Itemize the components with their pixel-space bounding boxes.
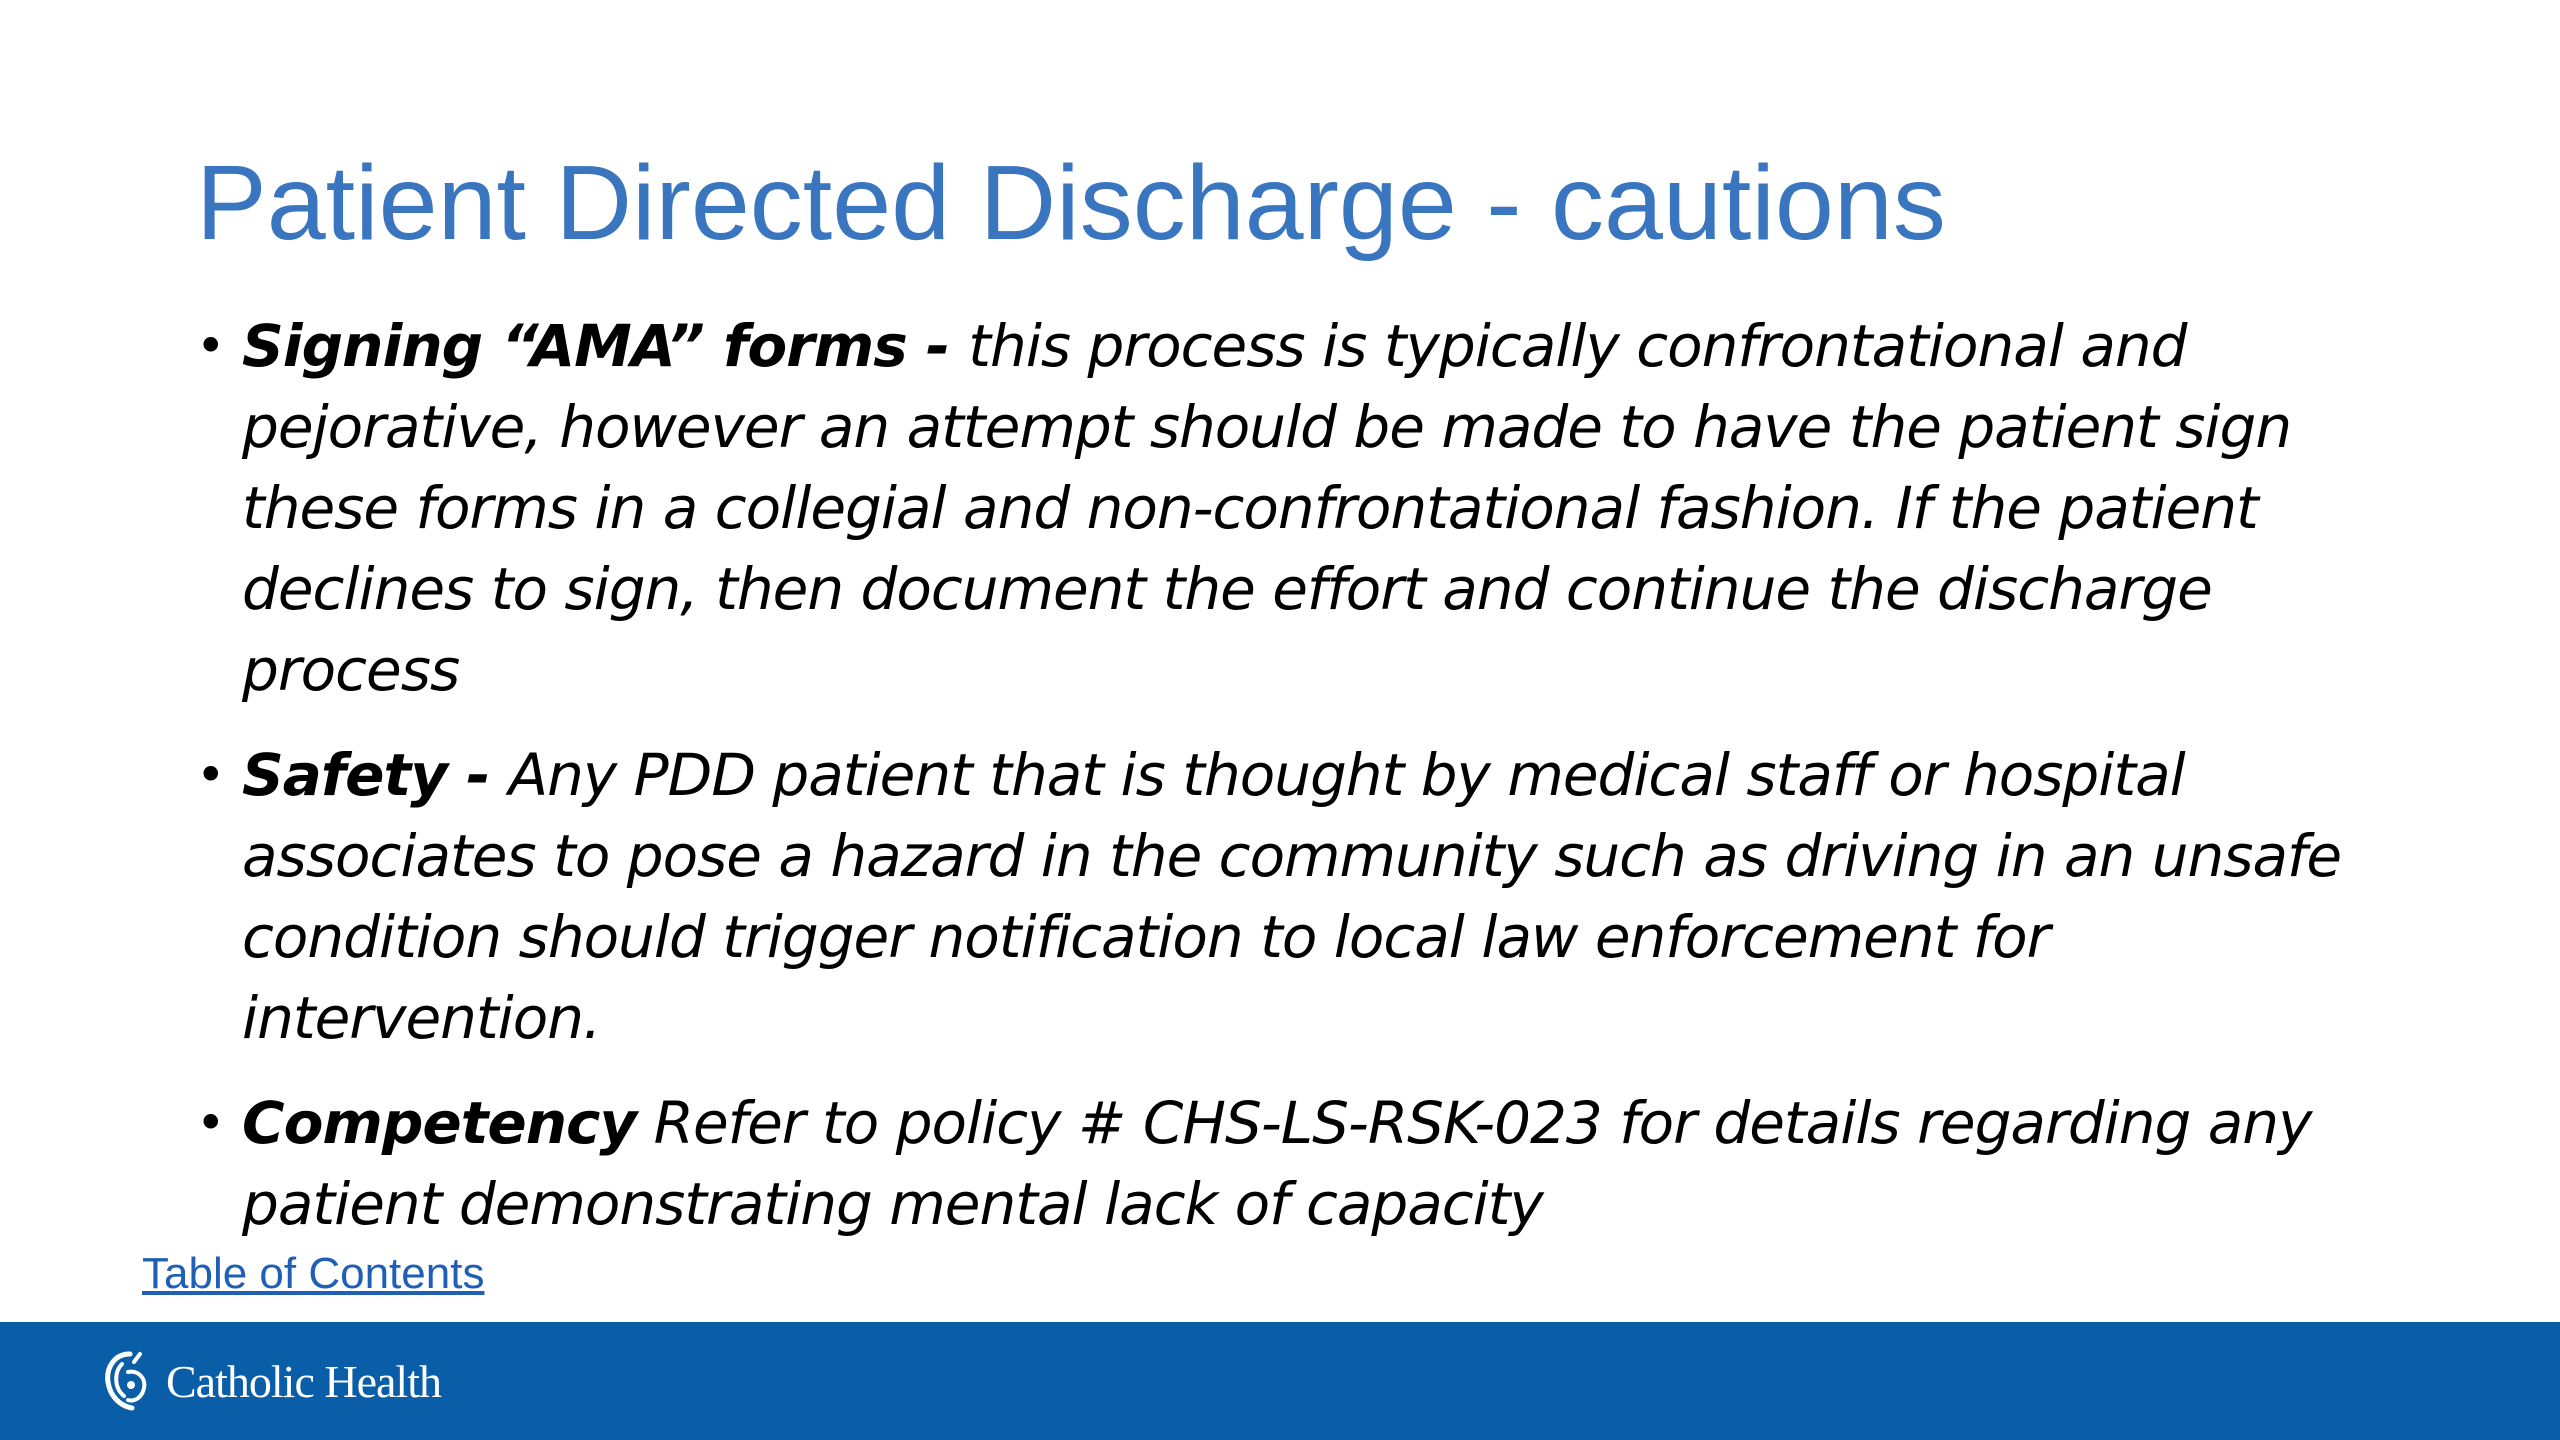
bullet-marker: • xyxy=(196,317,225,375)
bullet-term: Competency xyxy=(242,1089,637,1157)
bullet-item-competency xyxy=(196,1083,2376,1245)
bullet-item-safety xyxy=(196,735,2376,1059)
bullet-marker: • xyxy=(196,746,225,804)
bullet-list xyxy=(196,306,2376,1269)
bullet-term: Safety - xyxy=(242,741,509,809)
catholic-health-logo-icon xyxy=(100,1348,158,1414)
bullet-item-signing-ama-forms xyxy=(196,306,2376,711)
brand-name: Catholic Health xyxy=(166,1355,441,1407)
table-of-contents-link[interactable]: Table of Contents xyxy=(142,1249,485,1298)
bullet-text: Any PDD patient that is thought by medical staff or hospital associates to pose a hazard in the community such as driving in an unsafe condition should trigger notification to local law enforcement for intervention. xyxy=(242,741,2342,1052)
bullet-text: this process is typically confrontational and pejorative, however an attempt should be made to have the patient sign these forms in a collegial and non-confrontational fashion. If the patient declines to sign, then document the effort and continue the discharge process xyxy=(242,312,2292,704)
slide-title: Patient Directed Discharge - cautions xyxy=(196,144,1946,262)
bullet-term: Signing “AMA” forms - xyxy=(242,312,969,380)
brand xyxy=(100,1348,441,1414)
bullet-marker: • xyxy=(196,1094,225,1152)
bullet-text: Refer to policy # CHS-LS-RSK-023 for details regarding any patient demonstrating mental lack of capacity xyxy=(242,1089,2312,1238)
footer-bar xyxy=(0,1322,2560,1440)
